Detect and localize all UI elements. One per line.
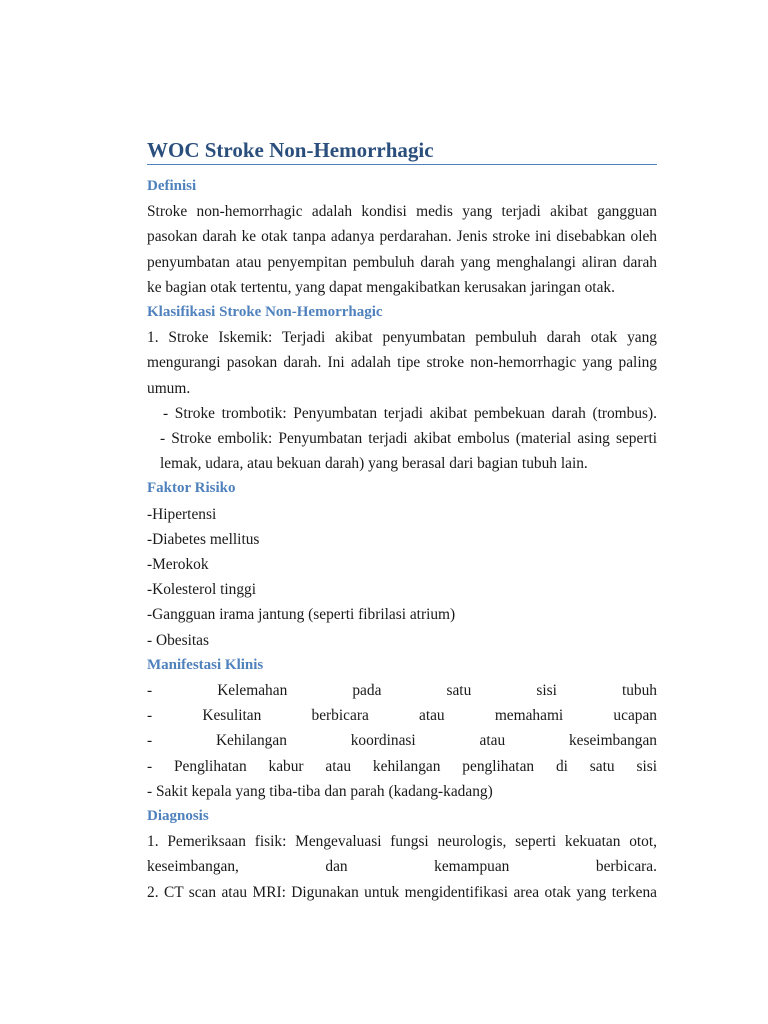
- heading-faktor-risiko: Faktor Risiko: [147, 480, 236, 497]
- list-item: - Penglihatan kabur atau kehilangan penglihatan di satu sisi: [147, 757, 657, 775]
- klasifikasi-item-1: 1. Stroke Iskemik: Terjadi akibat penyumbatan pembuluh darah otak yang mengurangi pasokan darah. Ini adalah tipe stroke non-hemorrhagic yang paling umum.: [147, 329, 657, 397]
- klasifikasi-subitem-embolik: - Stroke embolik: Penyumbatan terjadi akibat embolus (material asing seperti lemak, udara, atau bekuan darah) yang berasal dari bagian tubuh lain.: [160, 430, 657, 473]
- document-body: [147, 174, 657, 905]
- list-item: -Hipertensi: [147, 505, 217, 523]
- klasifikasi-subitem-trombotik: - Stroke trombotik: Penyumbatan terjadi akibat pembekuan darah (trombus).: [163, 404, 657, 422]
- diagnosis-item-1-line-2: keseimbangan, dan kemampuan berbicara.: [147, 858, 657, 876]
- list-item: - Kelemahan pada satu sisi tubuh: [147, 682, 657, 700]
- list-item: -Merokok: [147, 556, 209, 574]
- definisi-paragraph: Stroke non-hemorrhagic adalah kondisi medis yang terjadi akibat gangguan pasokan darah ke otak tanpa adanya perdarahan. Jenis stroke ini disebabkan oleh penyumbatan atau penyempitan pembuluh darah yang menghalangi aliran darah ke bagian otak tertentu, yang dapat mengakibatkan kerusakan jaringan otak.: [147, 203, 657, 296]
- list-item: -Gangguan irama jantung (seperti fibrilasi atrium): [147, 606, 456, 624]
- heading-diagnosis: Diagnosis: [147, 808, 209, 825]
- list-item: -Kolesterol tinggi: [147, 581, 256, 599]
- document-page: [147, 131, 657, 905]
- document-title: WOC Stroke Non-Hemorrhagic: [147, 131, 657, 165]
- list-item: - Kesulitan berbicara atau memahami ucapan: [147, 707, 657, 725]
- diagnosis-item-2-line-1: 2. CT scan atau MRI: Digunakan untuk mengidentifikasi area otak yang terkena: [147, 883, 657, 901]
- heading-manifestasi: Manifestasi Klinis: [147, 656, 264, 673]
- heading-definisi: Definisi: [147, 178, 197, 194]
- diagnosis-item-1-line-1: 1. Pemeriksaan fisik: Mengevaluasi fungsi neurologis, seperti kekuatan otot,: [147, 833, 657, 851]
- list-item: -Diabetes mellitus: [147, 530, 260, 548]
- list-item: - Kehilangan koordinasi atau keseimbangan: [147, 732, 657, 750]
- list-item: - Sakit kepala yang tiba-tiba dan parah (kadang-kadang): [147, 782, 493, 800]
- heading-klasifikasi: Klasifikasi Stroke Non-Hemorrhagic: [147, 304, 383, 321]
- list-item: - Obesitas: [147, 631, 209, 649]
